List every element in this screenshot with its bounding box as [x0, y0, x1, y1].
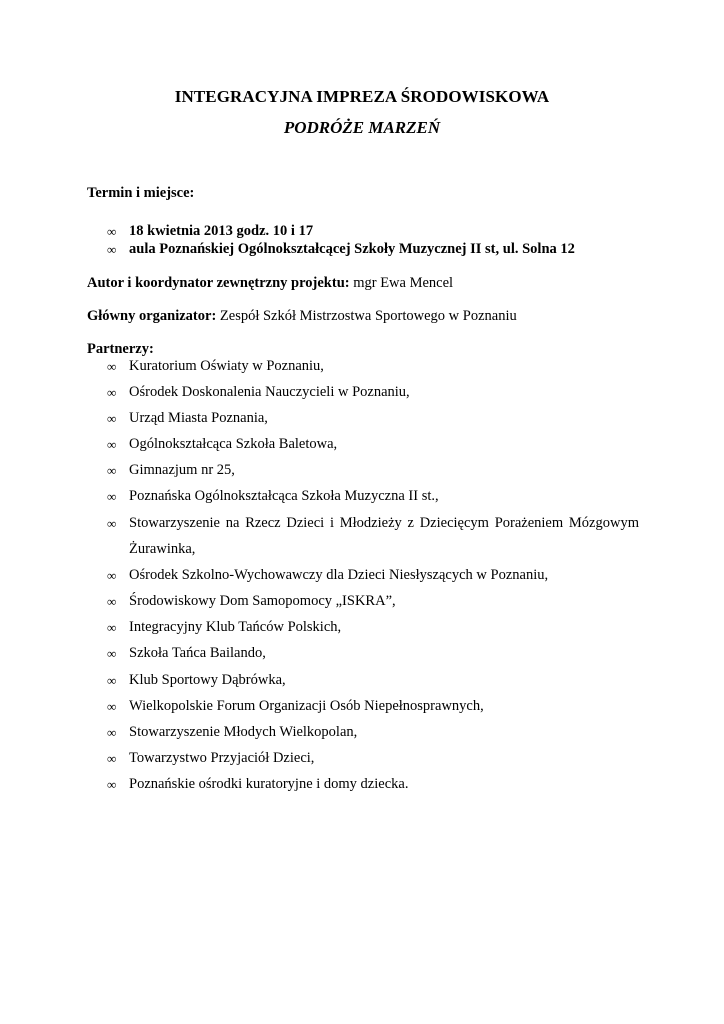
partner-item: Poznańska Ogólnokształcąca Szkoła Muzyczna II st., [129, 488, 439, 504]
partner-item: Stowarzyszenie na Rzecz Dzieci i Młodzieży z Dziecięcym Porażeniem Mózgowym [129, 515, 639, 531]
partner-item: Towarzystwo Przyjaciół Dzieci, [129, 750, 315, 766]
when-where-label: Termin i miejsce: [87, 185, 195, 201]
partner-item: Ośrodek Doskonalenia Nauczycieli w Poznaniu, [129, 384, 410, 400]
bullet-icon: ∞ [107, 568, 117, 583]
partner-item: Stowarzyszenie Młodych Wielkopolan, [129, 724, 358, 740]
partner-item: Szkoła Tańca Bailando, [129, 645, 266, 661]
partner-item: Środowiskowy Dom Samopomocy „ISKRA”, [129, 593, 396, 609]
organizer-line [87, 307, 517, 325]
when-where-item-place: aula Poznańskiej Ogólnokształcącej Szkoły Muzycznej II st, ul. Solna 12 [129, 241, 575, 257]
author-line [87, 274, 453, 292]
bullet-icon: ∞ [107, 463, 117, 478]
bullet-icon: ∞ [107, 385, 117, 400]
document-title: INTEGRACYJNA IMPREZA ŚRODOWISKOWA [174, 87, 550, 106]
bullet-icon: ∞ [107, 673, 117, 688]
partner-item: Integracyjny Klub Tańców Polskich, [129, 619, 342, 635]
partners-label: Partnerzy: [87, 341, 154, 357]
partner-item: Urząd Miasta Poznania, [129, 410, 268, 426]
bullet-icon: ∞ [107, 224, 117, 239]
partner-item: Ośrodek Szkolno-Wychowawczy dla Dzieci Niesłyszących w Poznaniu, [129, 567, 549, 583]
bullet-icon: ∞ [107, 437, 117, 452]
author-value: mgr Ewa Mencel [353, 275, 454, 291]
bullet-icon: ∞ [107, 725, 117, 740]
when-where-item-date: 18 kwietnia 2013 godz. 10 i 17 [129, 223, 314, 239]
bullet-icon: ∞ [107, 516, 117, 531]
bullet-icon: ∞ [107, 242, 117, 257]
partner-item: Kuratorium Oświaty w Poznaniu, [129, 358, 324, 374]
bullet-icon: ∞ [107, 359, 117, 374]
bullet-icon: ∞ [107, 646, 117, 661]
organizer-value: Zespół Szkół Mistrzostwa Sportowego w Poznaniu [219, 308, 517, 324]
bullet-icon: ∞ [107, 699, 117, 714]
bullet-icon: ∞ [107, 751, 117, 766]
partner-item: Klub Sportowy Dąbrówka, [129, 672, 286, 688]
document-subtitle: PODRÓŻE MARZEŃ [283, 118, 441, 137]
organizer-label: Główny organizator: [87, 308, 217, 324]
bullet-icon: ∞ [107, 620, 117, 635]
bullet-icon: ∞ [107, 594, 117, 609]
author-label: Autor i koordynator zewnętrzny projektu: [87, 275, 350, 291]
partner-item: Wielkopolskie Forum Organizacji Osób Niepełnosprawnych, [129, 698, 484, 714]
partner-item: Gimnazjum nr 25, [129, 462, 235, 478]
partner-item: Poznańskie ośrodki kuratoryjne i domy dziecka. [129, 776, 409, 792]
bullet-icon: ∞ [107, 777, 117, 792]
bullet-icon: ∞ [107, 489, 117, 504]
partner-item-continuation: Żurawinka, [129, 541, 196, 557]
partner-item: Ogólnokształcąca Szkoła Baletowa, [129, 436, 338, 452]
bullet-icon: ∞ [107, 411, 117, 426]
